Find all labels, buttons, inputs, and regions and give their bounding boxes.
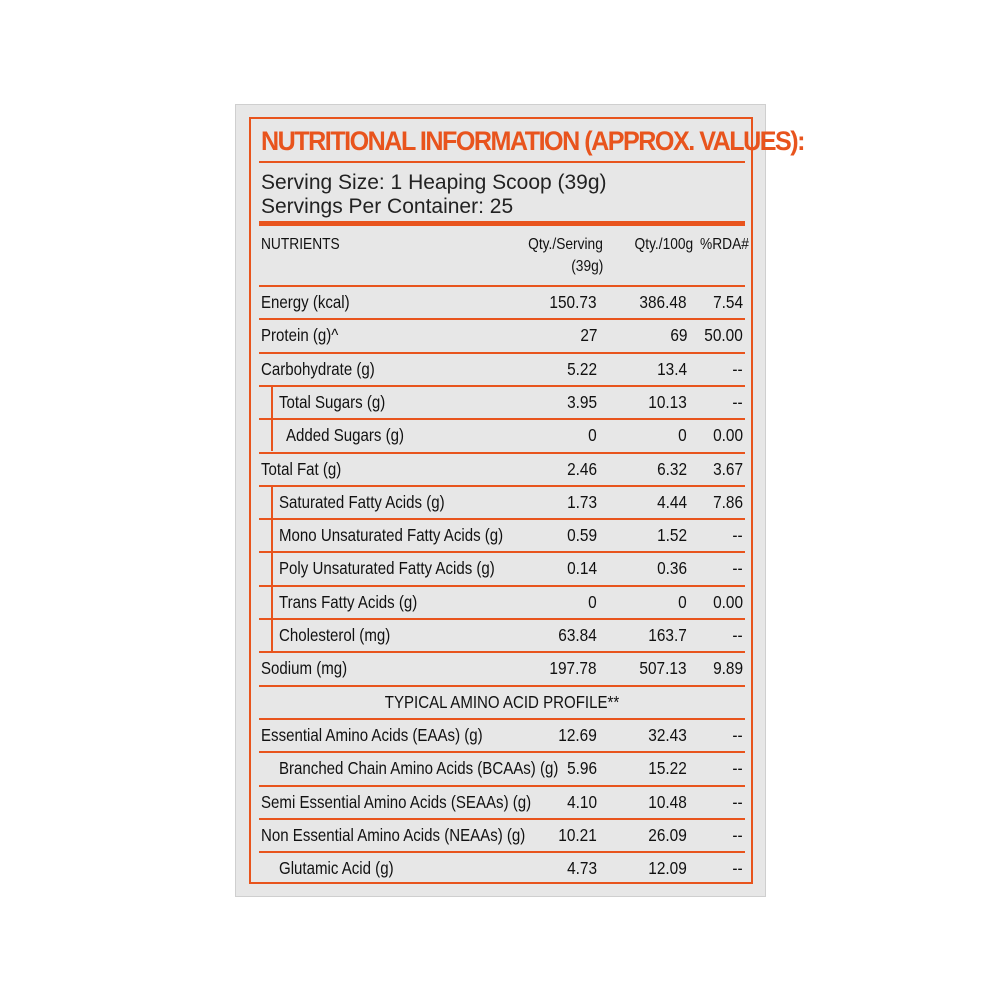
nutrient-row: [259, 551, 745, 584]
nutrient-row: [259, 418, 745, 451]
per-serving-value: 150.73: [549, 292, 597, 312]
nutrient-row: [259, 318, 745, 351]
rda-value: --: [732, 724, 743, 745]
nutrition-label-frame: [249, 117, 805, 884]
nutrient-name: Saturated Fatty Acids (g): [279, 491, 445, 512]
per-serving-value: 63.84: [558, 625, 597, 645]
nutrient-name: Added Sugars (g): [286, 425, 404, 446]
per-serving-header: Qty./Serving: [528, 236, 603, 253]
per-serving-value: 5.96: [567, 758, 597, 779]
nutrient-row: [259, 785, 745, 818]
nutrition-label-panel: [235, 104, 805, 897]
rda-value: --: [732, 391, 743, 412]
rda-value: --: [732, 558, 743, 579]
per-100g-value: 0: [678, 425, 687, 446]
nutrient-row: [259, 452, 745, 485]
servings-per-container: Servings Per Container: 25: [261, 195, 514, 218]
nutrient-name: Branched Chain Amino Acids (BCAAs) (g): [279, 758, 559, 779]
per-100g-value: 12.09: [648, 858, 687, 879]
rda-value: 0.00: [713, 591, 743, 612]
per-serving-value: 5.22: [567, 358, 597, 379]
rda-value: --: [732, 358, 743, 379]
per-serving-value: 0: [588, 425, 597, 446]
per-100g-value: 163.7: [648, 625, 687, 645]
nutrient-row: [259, 285, 745, 318]
nutrient-name: Glutamic Acid (g): [279, 858, 394, 879]
indent-rule: [271, 485, 273, 652]
nutrient-row: [259, 485, 745, 518]
nutrient-row: [259, 352, 745, 385]
rda-value: --: [732, 758, 743, 779]
nutrient-row: [259, 818, 745, 851]
per-100g-value: 507.13: [639, 658, 687, 679]
per-100g-value: 1.52: [657, 525, 687, 546]
rda-header: %RDA#: [700, 236, 749, 253]
nutrient-name: Energy (kcal): [261, 292, 350, 312]
amino-section-row: [259, 685, 745, 718]
per-100g-value: 4.44: [657, 491, 687, 512]
nutrient-name: Total Sugars (g): [279, 391, 386, 412]
per-100g-value: 15.22: [648, 758, 687, 779]
per-100g-value: 13.4: [657, 358, 687, 379]
nutrient-row: [259, 618, 745, 651]
rda-value: 3.67: [713, 458, 743, 479]
per-serving-value: 10.21: [558, 824, 597, 845]
per-100g-value: 0.36: [657, 558, 687, 579]
nutrient-name: Cholesterol (mg): [279, 625, 391, 645]
nutrient-name: Trans Fatty Acids (g): [279, 591, 418, 612]
per-100g-value: 6.32: [657, 458, 687, 479]
serving-size: Serving Size: 1 Heaping Scoop (39g): [261, 171, 607, 194]
nutrient-name: Essential Amino Acids (EAAs) (g): [261, 724, 483, 745]
nutrient-name: Protein (g)^: [261, 325, 339, 346]
per-100g-value: 32.43: [648, 724, 687, 745]
rda-value: --: [732, 525, 743, 546]
nutrient-name: Non Essential Amino Acids (NEAAs) (g): [261, 824, 526, 845]
nutrient-name: Poly Unsaturated Fatty Acids (g): [279, 558, 495, 579]
nutrient-row: [259, 851, 745, 884]
rda-value: --: [732, 858, 743, 879]
nutrient-name: Carbohydrate (g): [261, 358, 375, 379]
nutrient-name: Semi Essential Amino Acids (SEAAs) (g): [261, 791, 532, 812]
per-100g-value: 386.48: [639, 292, 687, 312]
nutrient-name: Mono Unsaturated Fatty Acids (g): [279, 525, 504, 546]
per-serving-header-unit: (39g): [570, 258, 603, 275]
rda-value: --: [732, 625, 743, 645]
label-title: NUTRITIONAL INFORMATION (APPROX. VALUES):: [261, 126, 805, 156]
per-serving-value: 0: [588, 591, 597, 612]
nutrient-row: [259, 751, 745, 784]
per-serving-value: 4.73: [567, 858, 597, 879]
amino-section-title: TYPICAL AMINO ACID PROFILE**: [384, 691, 620, 712]
title-divider: [259, 161, 745, 163]
nutrient-name: Sodium (mg): [261, 658, 348, 679]
per-serving-value: 4.10: [567, 791, 597, 812]
nutrient-row: [259, 718, 745, 751]
per-serving-value: 0.14: [567, 558, 597, 579]
per-100g-value: 69: [669, 325, 687, 346]
per-serving-value: 197.78: [549, 658, 597, 679]
per-serving-value: 12.69: [558, 724, 597, 745]
nutrient-row: [259, 518, 745, 551]
per-serving-value: 27: [579, 325, 597, 346]
indent-rule: [271, 385, 273, 452]
nutrient-row: [259, 651, 745, 684]
per-serving-value: 0.59: [567, 525, 597, 546]
per-100g-value: 10.13: [648, 391, 687, 412]
nutrient-name: Total Fat (g): [261, 458, 342, 479]
rda-value: --: [732, 824, 743, 845]
rda-value: 0.00: [713, 425, 743, 446]
rda-value: 9.89: [713, 658, 743, 679]
per-100g-value: 0: [678, 591, 687, 612]
rda-value: 7.54: [713, 292, 743, 312]
per-serving-value: 1.73: [567, 491, 597, 512]
rda-value: 7.86: [713, 491, 743, 512]
header-divider: [259, 221, 745, 226]
nutrient-row: [259, 385, 745, 418]
per-100g-value: 26.09: [648, 824, 687, 845]
per-100g-value: 10.48: [648, 791, 687, 812]
rda-value: 50.00: [704, 325, 743, 346]
nutrients-header: NUTRIENTS: [261, 236, 340, 253]
per-100g-header: Qty./100g: [634, 236, 693, 253]
per-serving-value: 3.95: [567, 391, 597, 412]
rda-value: --: [732, 791, 743, 812]
per-serving-value: 2.46: [567, 458, 597, 479]
nutrient-row: [259, 585, 745, 618]
